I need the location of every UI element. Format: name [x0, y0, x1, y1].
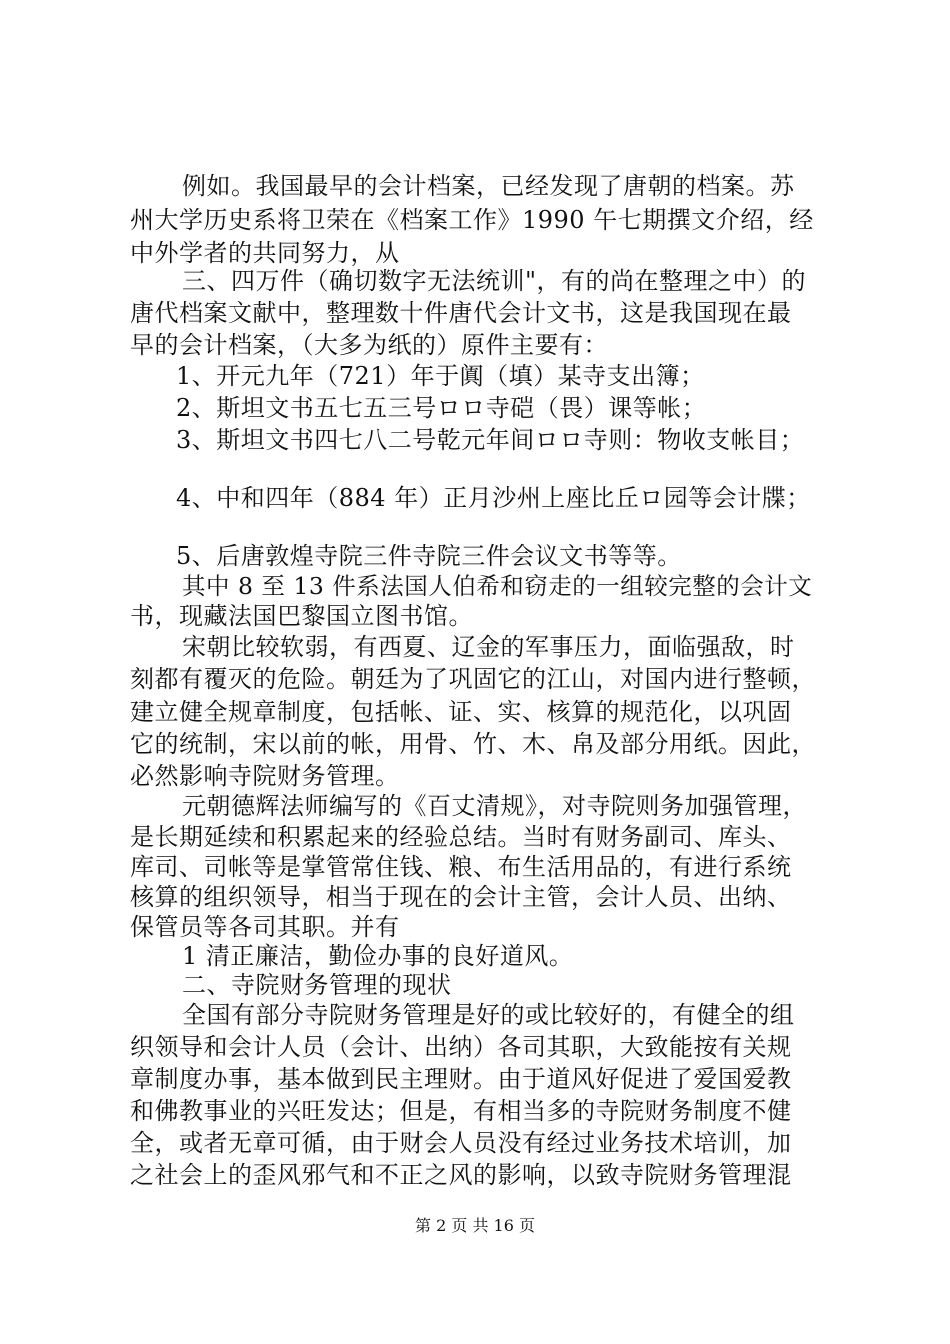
section-heading: 二、寺院财务管理的现状 — [182, 971, 452, 999]
text-line: 核算的组织领导，相当于现在的会计主管，会计人员、出纳、 — [130, 883, 792, 911]
page-number: 第 2 页 共 16 页 — [415, 1216, 535, 1235]
text-line: 三、四万件（确切数字无法统训"，有的尚在整理之中）的 — [182, 267, 807, 295]
list-item: 2、斯坦文书五七五三号ロロ寺硙（畏）课等帐； — [176, 394, 707, 422]
text-line: 织领导和会计人员（会计、出纳）各司其职，大致能按有关规 — [130, 1033, 792, 1061]
text-line: 必然影响寺院财务管理。 — [130, 762, 400, 790]
text-line: 书，现藏法国巴黎国立图书馆。 — [130, 602, 473, 630]
list-item: 1、开元九年（721）年于阗（填）某寺支出簿； — [176, 362, 705, 390]
text-line: 唐代档案文献中，整理数十件唐代会计文书，这是我国现在最 — [130, 299, 792, 327]
text-line: 全，或者无章可循，由于财会人员没有经过业务技术培训，加 — [130, 1129, 792, 1157]
text-line: 章制度办事，基本做到民主理财。由于道风好促进了爱国爱教 — [130, 1065, 792, 1093]
text-line: 全国有部分寺院财务管理是好的或比较好的，有健全的组 — [182, 1001, 795, 1029]
text-line: 元朝德辉法师编写的《百丈清规》，对寺院则务加强管理， — [182, 792, 807, 820]
text-line: 保管员等各司其职。并有 — [130, 913, 400, 941]
list-item: 5、后唐敦煌寺院三件寺院三件会议文书等等。 — [176, 542, 682, 570]
text-line: 其中 8 至 13 件系法国人伯希和窃走的一组较完整的会计文 — [182, 572, 813, 600]
text-line: 1 清正廉洁，勤俭办事的良好道风。 — [182, 942, 574, 970]
text-line: 例如。我国最早的会计档案，已经发现了唐朝的档案。苏 — [182, 172, 795, 200]
text-line: 是长期延续和积累起来的经验总结。当时有财务副司、库头、 — [130, 823, 792, 851]
text-line: 库司、司帐等是掌管常住钱、粮、布生活用品的，有进行系统 — [130, 853, 792, 881]
text-line: 宋朝比较软弱，有西夏、辽金的军事压力，面临强敌，时 — [182, 633, 795, 661]
text-line: 早的会计档案，（大多为纸的）原件主要有： — [130, 331, 608, 359]
text-line: 之社会上的歪风邪气和不正之风的影响，以致寺院财务管理混 — [130, 1161, 792, 1189]
text-line: 建立健全规章制度，包括帐、证、实、核算的规范化，以巩固 — [130, 698, 792, 726]
text-line: 中外学者的共同努力，从 — [130, 239, 400, 267]
text-line: 和佛教事业的兴旺发达；但是，有相当多的寺院财务制度不健 — [130, 1097, 792, 1125]
list-item: 3、斯坦文书四七八二号乾元年间ロロ寺则：物收支帐目； — [176, 426, 805, 454]
text-line: 州大学历史系将卫荣在《档案工作》1990 午七期撰文介绍，经 — [130, 206, 814, 234]
text-line: 它的统制，宋以前的帐，用骨、竹、木、帛及部分用纸。因此， — [130, 730, 816, 758]
list-item: 4、中和四年（884 年）正月沙州上座比丘ロ园等会计牒； — [176, 484, 811, 512]
text-line: 刻都有覆灭的危险。朝廷为了巩固它的江山，对国内进行整顿， — [130, 665, 816, 693]
